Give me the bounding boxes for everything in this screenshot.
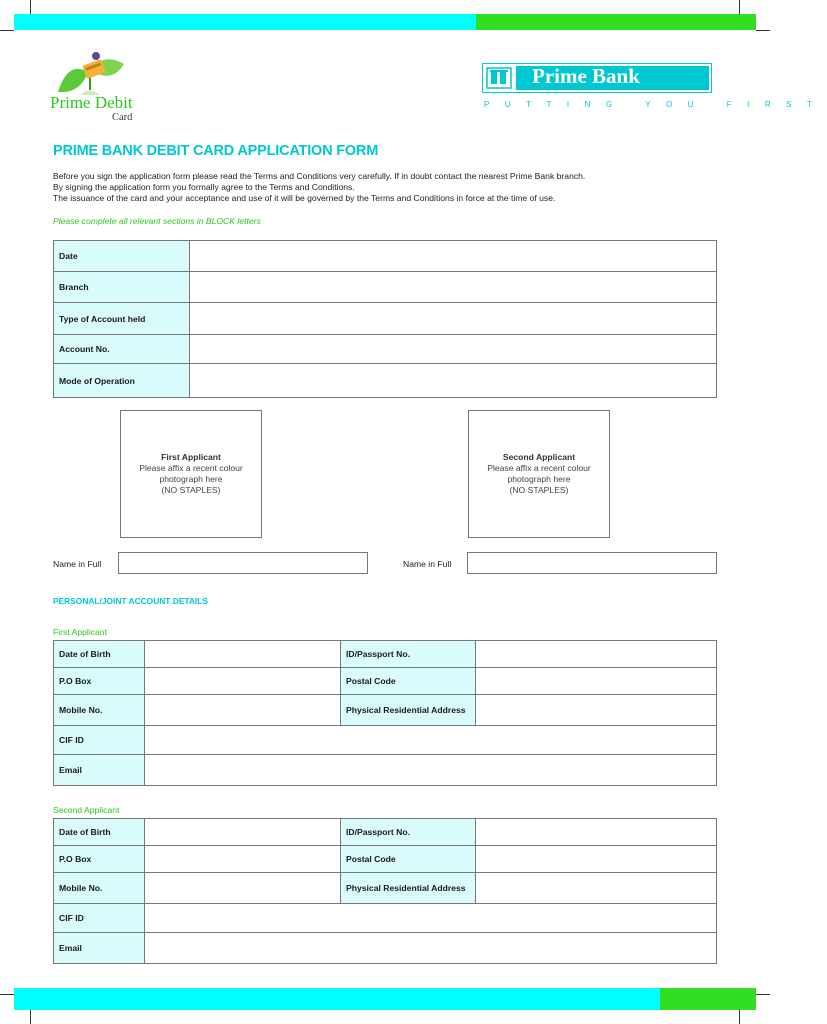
field-label: Type of Account held <box>54 303 190 335</box>
crop-mark <box>30 1010 31 1024</box>
bank-emblem-icon <box>486 67 512 89</box>
crop-mark <box>756 994 770 995</box>
field-label: Date of Birth <box>54 641 145 668</box>
mode-of-operation-input[interactable] <box>190 364 717 398</box>
first-applicant-name-input[interactable] <box>118 552 368 574</box>
field-label: Email <box>54 933 145 964</box>
bottom-green-bar <box>660 988 756 1010</box>
crop-mark <box>30 0 31 14</box>
dob-input[interactable] <box>145 641 341 668</box>
field-label: Physical Residential Address <box>341 873 476 904</box>
photo-instruction: (NO STAPLES) <box>509 485 569 495</box>
mobile-input[interactable] <box>145 873 341 904</box>
first-applicant-heading: First Applicant <box>53 627 107 637</box>
address-input[interactable] <box>476 873 717 904</box>
photo-title: First Applicant <box>161 452 221 462</box>
photo-instruction: photograph here <box>507 474 571 484</box>
block-letters-note: Please complete all relevant sections in BLOCK letters <box>53 216 261 226</box>
name-in-full-label: Name in Full <box>403 559 452 569</box>
id-passport-input[interactable] <box>476 819 717 846</box>
first-applicant-photo-box[interactable] <box>120 410 262 538</box>
photo-title: Second Applicant <box>502 452 576 462</box>
general-details-table <box>53 240 717 398</box>
intro-text <box>53 171 585 205</box>
top-green-bar <box>476 14 756 30</box>
bank-tagline: PUTTING YOU FIRST <box>484 100 827 109</box>
field-label: Mode of Operation <box>54 364 190 398</box>
crop-mark <box>756 30 770 31</box>
prime-bank-logo <box>482 63 827 115</box>
second-applicant-name-input[interactable] <box>467 552 717 574</box>
date-input[interactable] <box>190 241 717 272</box>
field-label: P.O Box <box>54 668 145 695</box>
logo-left-line2: Card <box>112 112 133 123</box>
field-label: Branch <box>54 272 190 303</box>
intro-line: The issuance of the card and your acceptance and use of it will be governed by the Terms and Conditions in force at the time of use. <box>53 193 556 204</box>
mobile-input[interactable] <box>145 695 341 726</box>
photo-instruction: photograph here <box>159 474 223 484</box>
field-label: P.O Box <box>54 846 145 873</box>
email-input[interactable] <box>145 933 717 964</box>
logo-left-line1: Prime Debit <box>50 93 133 112</box>
field-label: Postal Code <box>341 846 476 873</box>
field-label: Mobile No. <box>54 873 145 904</box>
crop-mark <box>739 1010 740 1024</box>
cif-id-input[interactable] <box>145 726 717 755</box>
address-input[interactable] <box>476 695 717 726</box>
second-applicant-heading: Second Applicant <box>53 805 120 815</box>
photo-instruction: (NO STAPLES) <box>161 485 221 495</box>
field-label: ID/Passport No. <box>341 641 476 668</box>
cif-id-input[interactable] <box>145 904 717 933</box>
crop-mark <box>0 30 14 31</box>
second-applicant-photo-box[interactable] <box>468 410 610 538</box>
intro-line: By signing the application form you formally agree to the Terms and Conditions. <box>53 182 355 193</box>
crop-mark <box>739 0 740 14</box>
section-heading: PERSONAL/JOINT ACCOUNT DETAILS <box>53 596 208 606</box>
account-type-input[interactable] <box>190 303 717 335</box>
name-in-full-label: Name in Full <box>53 559 102 569</box>
field-label: Date <box>54 241 190 272</box>
crop-mark <box>0 994 14 995</box>
field-label: Postal Code <box>341 668 476 695</box>
postal-code-input[interactable] <box>476 668 717 695</box>
field-label: CIF ID <box>54 726 145 755</box>
id-passport-input[interactable] <box>476 641 717 668</box>
prime-debit-logo <box>50 50 160 130</box>
second-applicant-table <box>53 818 717 964</box>
field-label: Physical Residential Address <box>341 695 476 726</box>
field-label: Mobile No. <box>54 695 145 726</box>
email-input[interactable] <box>145 755 717 786</box>
top-cyan-bar <box>14 14 476 30</box>
bank-name: Prime Bank <box>532 64 640 88</box>
postal-code-input[interactable] <box>476 846 717 873</box>
bottom-cyan-bar <box>14 988 660 1010</box>
field-label: ID/Passport No. <box>341 819 476 846</box>
field-label: Account No. <box>54 335 190 364</box>
field-label: Email <box>54 755 145 786</box>
dob-input[interactable] <box>145 819 341 846</box>
photo-instruction: Please affix a recent colour <box>487 463 591 473</box>
form-title: PRIME BANK DEBIT CARD APPLICATION FORM <box>53 143 379 159</box>
intro-line: Before you sign the application form please read the Terms and Conditions very carefully. If in doubt contact the nearest Prime Bank branch. <box>53 171 586 181</box>
po-box-input[interactable] <box>145 668 341 695</box>
photo-instruction: Please affix a recent colour <box>139 463 243 473</box>
first-applicant-table <box>53 640 717 786</box>
po-box-input[interactable] <box>145 846 341 873</box>
field-label: Date of Birth <box>54 819 145 846</box>
account-number-input[interactable] <box>190 335 717 364</box>
field-label: CIF ID <box>54 904 145 933</box>
branch-input[interactable] <box>190 272 717 303</box>
